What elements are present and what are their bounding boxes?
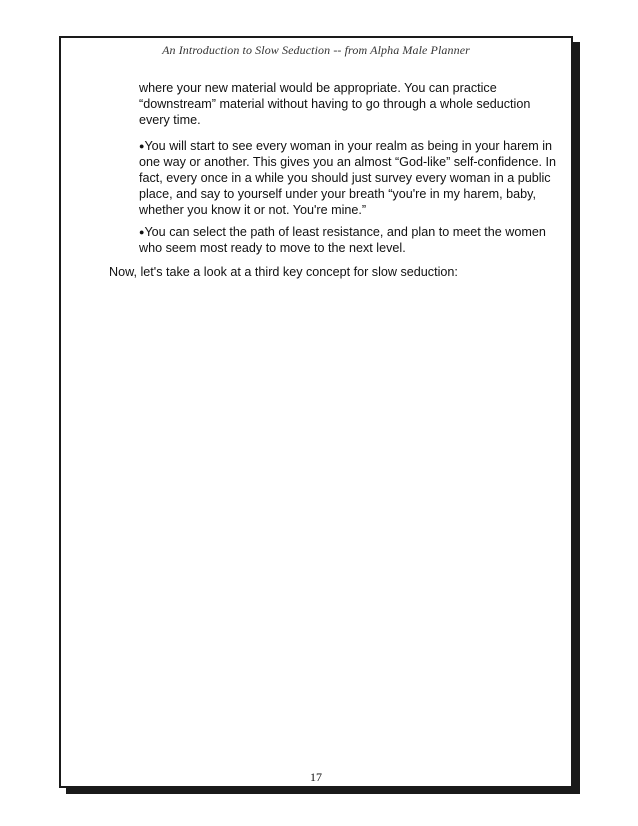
continuation-paragraph: where your new material would be appropriate. You can practice “downstream” material without having to go through a whole seduction every time. <box>139 81 531 127</box>
bullet-paragraph-least-resistance <box>139 224 559 256</box>
bullet-text: You will start to see every woman in your realm as being in your harem in one way or another. This gives you an almost “God-like” self-confidence. In fact, every once in a while you should just survey every woman in a public place, and say to yourself under your breath “you're in my harem, baby, whether you know it or not. You're mine.” <box>139 139 556 217</box>
bullet-icon: ● <box>139 141 145 151</box>
bullet-text: You can select the path of least resistance, and plan to meet the women who seem most ready to move to the next level. <box>139 225 546 255</box>
page-number: 17 <box>310 770 322 784</box>
bullet-icon: ● <box>139 227 145 237</box>
closing-line: Now, let's take a look at a third key concept for slow seduction: <box>109 265 458 279</box>
document-page <box>59 36 573 788</box>
running-header: An Introduction to Slow Seduction -- from Alpha Male Planner <box>162 43 470 57</box>
bullet-paragraph-harem <box>139 138 559 218</box>
